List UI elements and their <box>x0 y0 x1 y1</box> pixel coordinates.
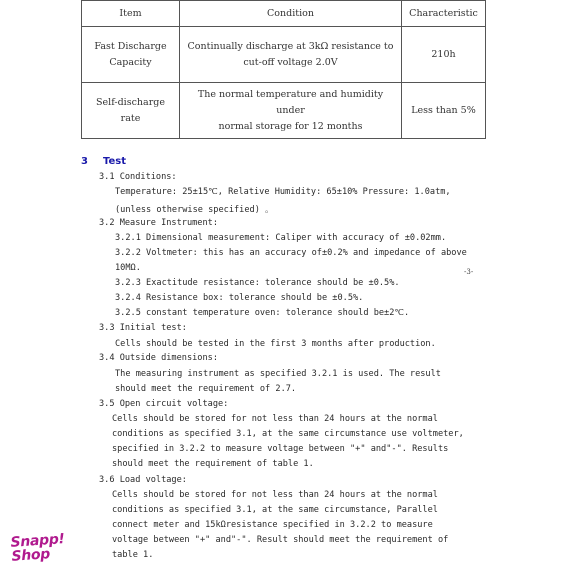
table-header-row <box>82 1 486 27</box>
body-line: Temperature: 25±15℃, Relative Humidity: 65±10% Pressure: 1.0atm, <box>115 187 451 197</box>
header-item: Item <box>82 1 180 27</box>
body-line: 3.2.4 Resistance box: tolerance should be ±0.5%. <box>115 293 364 303</box>
logo-line: Shop <box>10 546 51 565</box>
body-line: specified in 3.2.2 to measure voltage between "+" and"-". Results <box>112 444 449 454</box>
subsection-heading: 3.1 Conditions: <box>99 172 177 182</box>
body-line: should meet the requirement of table 1. <box>112 459 314 469</box>
subsection-heading: 3.3 Initial test: <box>99 323 187 333</box>
header-characteristic: Characteristic <box>402 1 486 27</box>
characteristic-cell: 210h <box>402 27 486 83</box>
subsection-heading: 3.4 Outside dimensions: <box>99 353 218 363</box>
item-text: Capacity <box>109 56 152 68</box>
section-heading <box>81 156 126 167</box>
body-line: Cells should be stored for not less than 24 hours at the normal <box>112 414 438 424</box>
body-line: 3.2.2 Voltmeter: this has an accuracy of±0.2% and impedance of above <box>115 248 467 258</box>
item-cell <box>82 27 180 83</box>
snapp-shop-logo <box>10 532 66 564</box>
item-text: Fast Discharge <box>94 40 167 52</box>
condition-text: cut-off voltage 2.0V <box>243 56 338 68</box>
table-row <box>82 27 486 83</box>
body-line: (unless otherwise specified) 。 <box>115 205 274 215</box>
subsection-heading: 3.2 Measure Instrument: <box>99 218 218 228</box>
item-text: rate <box>120 112 141 124</box>
body-line: 3.2.3 Exactitude resistance: tolerance should be ±0.5%. <box>115 278 400 288</box>
condition-text: Continually discharge at 3kΩ resistance to <box>187 40 394 52</box>
condition-text: normal storage for 12 months <box>218 120 363 132</box>
condition-text: The normal temperature and humidity under <box>197 88 384 116</box>
body-line: The measuring instrument as specified 3.2.1 is used. The result <box>115 369 441 379</box>
body-line: conditions as specified 3.1, at the same circumstance use voltmeter, <box>112 429 464 439</box>
condition-cell <box>180 27 402 83</box>
section-title: Test <box>103 156 127 167</box>
body-line: Cells should be stored for not less than 24 hours at the normal <box>112 490 438 500</box>
body-line: should meet the requirement of 2.7. <box>115 384 297 394</box>
table-row <box>82 83 486 139</box>
body-line: connect meter and 15kΩresistance specified in 3.2.2 to measure <box>112 520 433 530</box>
item-cell <box>82 83 180 139</box>
body-line: 10MΩ. <box>115 263 141 273</box>
section-number: 3 <box>81 156 88 167</box>
body-line: Cells should be tested in the first 3 months after production. <box>115 339 436 349</box>
spec-table <box>81 0 486 139</box>
characteristic-cell: Less than 5% <box>402 83 486 139</box>
header-condition: Condition <box>180 1 402 27</box>
subsection-heading: 3.5 Open circuit voltage: <box>99 399 229 409</box>
condition-cell <box>180 83 402 139</box>
body-line: 3.2.1 Dimensional measurement: Caliper with accuracy of ±0.02mm. <box>115 233 447 243</box>
logo-line: Snapp! <box>10 531 66 551</box>
body-line: voltage between "+" and"-". Result should meet the requirement of <box>112 535 449 545</box>
page-number: -3- <box>464 268 474 276</box>
item-text: Self-discharge <box>96 96 165 108</box>
body-line: conditions as specified 3.1, at the same circumstance, Parallel <box>112 505 438 515</box>
subsection-heading: 3.6 Load voltage: <box>99 475 187 485</box>
body-line: table 1. <box>112 550 154 560</box>
body-line: 3.2.5 constant temperature oven: tolerance should be±2℃. <box>115 308 410 318</box>
